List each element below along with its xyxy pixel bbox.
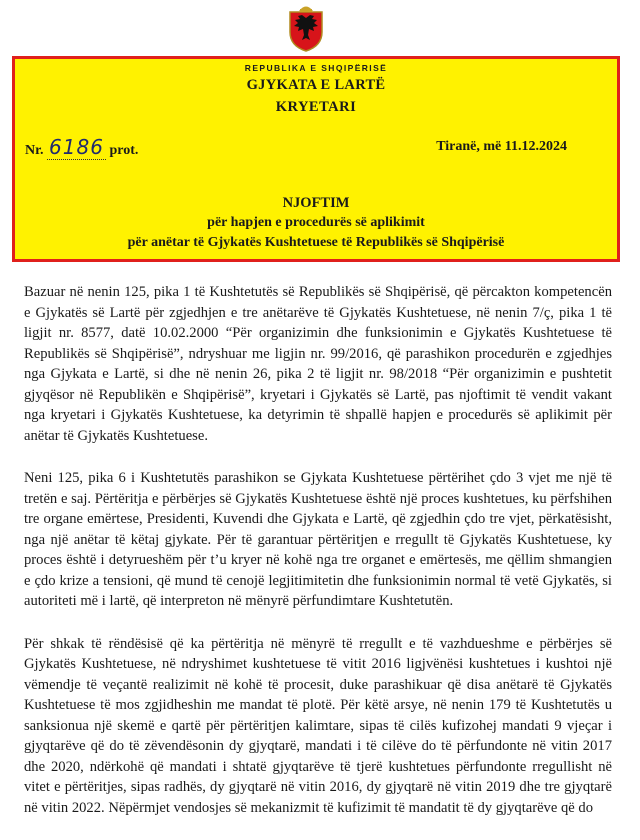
- reference-number: [25, 135, 138, 159]
- paragraph-1: Bazuar në nenin 125, pika 1 të Kushtetutës së Republikës së Shqipërisë, që përcakton kompetencën e Gjykatës së Lartë për zgjedhjen e tre anëtarëve të Gjykatës Kushtetuese, në nenin 7/ç, pika 1 të ligjit nr. 8577, datë 10.02.2000 “Për organizimin dhe funksionimin e Gjykatës Kushtetuese të Republikës së Shqipërisë”, ndryshuar me ligjin nr. 99/2016, që parashikon procedurën e zgjedhjes nga Gjykata e Lartë, si dhe në nenin 26, pika 2 të ligjit nr. 98/2018 “Për organizimin e pushtetit gjyqësor në Republikën e Shqipërisë”, kryetari i Gjykatës së Lartë, pas njoftimit të vendit vakant nga kryetari i Gjykatës Kushtetuese, ka detyrimin të shpallë hapjen e procedurës së aplikimit për anëtar të Gjykatës Kushtetuese.: [24, 284, 612, 444]
- paragraph-2: Neni 125, pika 6 i Kushtetutës parashikon se Gjykata Kushtetuese përtërihet çdo 3 vjet me një të tretën e saj. Përtëritja e përbërjes së Gjykatës Kushtetuese është një proces kushtetues, ku përfshihen tre organe emërtese, Presidenti, Kuvendi dhe Gjykata e Lartë, që zgjedhin çdo tre vjet, përkatësisht, nga një anëtar të këtaj gjykate. Për të garantuar përtëritjen e rregullt të Gjykatës Kushtetuese, ky proces është i detyrueshëm për t’u kryer në kohë nga tre organet e emërtesës, me qëllim shmangien e çdo krize a tensioni, që mund të cenojë legjitimitetin dhe funksionimin normal të vetë Gjykatës, si autoriteti më i lartë, që interpreton në mënyrë përfundimtare Kushtetutën.: [24, 470, 612, 609]
- document-body: [24, 282, 612, 840]
- ref-suffix: prot.: [109, 143, 139, 158]
- notice-subtitle-1: për hapjen e procedurës së aplikimit: [207, 215, 425, 230]
- notice-title: NJOFTIM: [282, 195, 350, 211]
- republic-name: REPUBLIKA E SHQIPËRISË: [244, 63, 388, 73]
- notice-subtitle-2: për anëtar të Gjykatës Kushtetuese të Republikës së Shqipërisë: [127, 235, 505, 250]
- court-name: GJYKATA E LARTË: [246, 77, 386, 93]
- office-title: KRYETARI: [275, 99, 357, 115]
- paragraph-3: Për shkak të rëndësisë që ka përtëritja në mënyrë të rregullt e të vazhdueshme e përbërjes së Gjykatës Kushtetuese, në ndryshimet kushtetuese të vitit 2016 ligjvënësi kushtetues i kushtoi një vëmendje të veçantë realizimit në kohë të procesit, duke parashikuar që disa anëtarë të Gjykatës Kushtetuese të mos zgjidheshin me mandat të plotë. Për këtë arsye, në nenin 179 të Kushtetutës u sanksionua një skemë e qartë për përtëritjen kalimtare, sipas të cilës kufizohej mandati 9 vjeçar i gjyqtarëve që do të zëvendësonin dy gjyqtarë, mandati i të cilëve do të përfundonte në vitin 2017 dhe 2020, ndërkohë që mandati i shtatë gjyqtarëve të tjerë kushtetues përfundonte rregullisht në vitet e përtëritjes, sipas radhës, dy gjyqtarë në vitin 2016, dy gjyqtarë në vitin 2019 dhe tre gjyqtarë në vitin 2022. Nëpërmjet vendosjes së mekanizmit të kufizimit të mandatit të dy gjyqtarëve që do: [24, 635, 612, 816]
- ref-number-handwritten: 6186: [49, 135, 104, 159]
- place-date: Tiranë, më 11.12.2024: [436, 139, 567, 154]
- ref-prefix: Nr.: [25, 143, 44, 158]
- header-box: [12, 56, 620, 262]
- albanian-coat-of-arms-icon: [286, 2, 326, 52]
